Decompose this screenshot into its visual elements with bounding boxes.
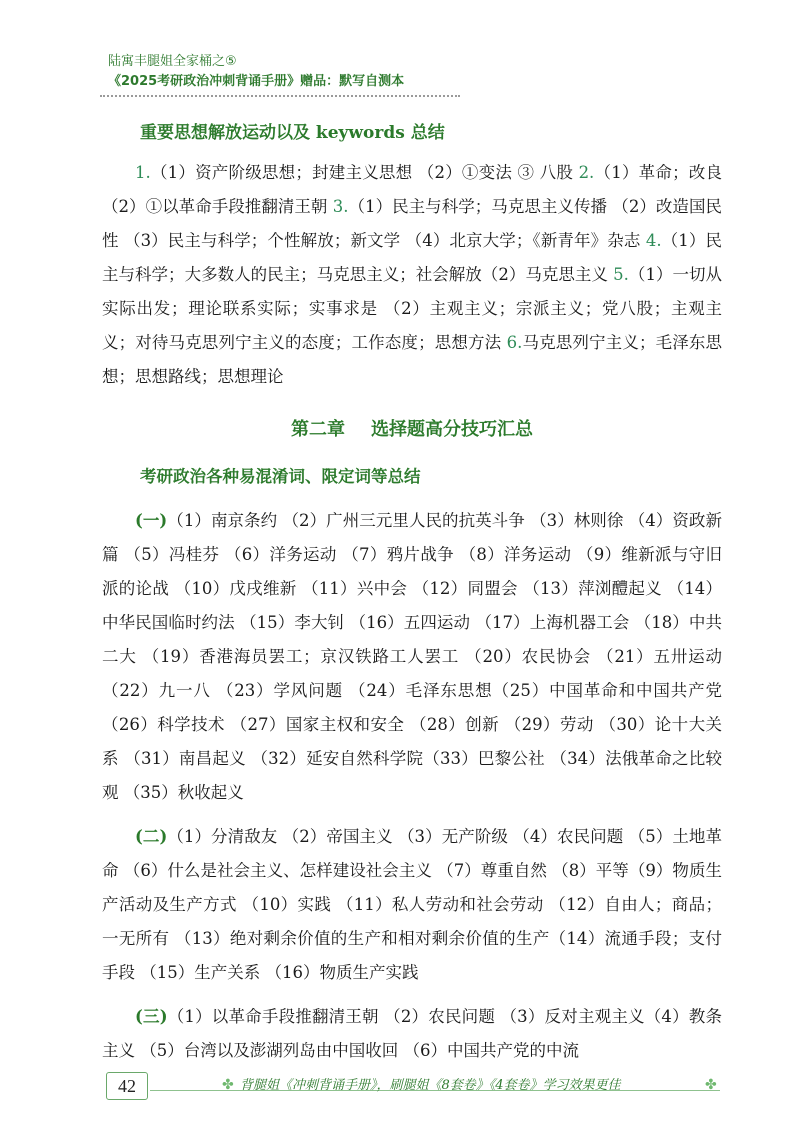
answer-group-3 (102, 1000, 722, 1068)
answer-group-2 (102, 820, 722, 990)
footer-slogan: 背腿姐《冲刺背诵手册》，刷腿姐《8套卷》《4套卷》学习效果更佳 (240, 1078, 621, 1093)
item-text: （1）革命；改良 （2）①以革命手段推翻清王朝 (102, 163, 722, 216)
clover-icon: ✤ (222, 1077, 234, 1093)
group-text: （1）分清敌友 （2）帝国主义 （3）无产阶级 （4）农民问题 （5）土地革命 （6）什么是社会主义、怎样建设社会主义 （7）尊重自然 （8）平等（9）物质生产活动及生产方式 （10）实践 （11）私人劳动和社会劳动 （12）自由人；商品；一无所有 （13）绝对剩余价值的生产和相对剩余价值的生产（14）流通手段；支付手段 （15）生产关系 （16）物质生产实践 (102, 827, 722, 982)
chapter-title: 选择题高分技巧汇总 (371, 419, 533, 440)
page-number: 42 (106, 1072, 148, 1100)
item-number: 5. (613, 265, 629, 284)
group-label: (二) (135, 827, 168, 846)
item-number: 4. (645, 231, 662, 250)
chapter-heading (102, 410, 722, 450)
keywords-answers (102, 156, 722, 394)
answer-group-1 (102, 504, 722, 810)
group-label: (一) (135, 511, 168, 530)
header-divider (100, 95, 460, 97)
section-title-confusables: 考研政治各种易混淆词、限定词等总结 (140, 467, 421, 486)
item-number: 6. (506, 333, 523, 352)
running-header (108, 52, 468, 92)
page-content (102, 104, 722, 1068)
section-title-keywords: 重要思想解放运动以及 keywords 总结 (140, 123, 445, 143)
clover-icon: ✤ (705, 1077, 717, 1093)
item-text: （1）民主与科学；大多数人的民主；马克思主义；社会解放（2）马克思主义 (102, 231, 723, 284)
item-text: 马克思列宁主义；毛泽东思想；思想路线；思想理论 (102, 333, 722, 386)
header-book-title: 《2025考研政治冲刺背诵手册》赠品：默写自测本 (108, 74, 405, 89)
item-number: 2. (578, 163, 595, 182)
item-text: （1）资产阶级思想；封建主义思想 （2）①变法 ③ 八股 (150, 163, 579, 182)
chapter-label: 第二章 (291, 419, 345, 440)
header-series-title: 陆寓丰腿姐全家桶之⑤ (108, 54, 237, 69)
item-number: 1. (135, 163, 151, 182)
group-label: (三) (135, 1007, 168, 1026)
group-text: （1）南京条约 （2）广州三元里人民的抗英斗争 （3）林则徐 （4）资政新篇 （5）冯桂芬 （6）洋务运动 （7）鸦片战争 （8）洋务运动 （9）维新派与守旧派的论战 （10）戊戌维新 （11）兴中会 （12）同盟会 （13）萍浏醴起义 （14）中华民国临时约法 （15）李大钊 （16）五四运动 （17）上海机器工会 （18）中共二大 （19）香港海员罢工；京汉铁路工人罢工 （20）农民协会 （21）五卅运动 （22）九一八 （23）学风问题 （24）毛泽东思想（25）中国革命和中国共产党 （26）科学技术 （27）国家主权和安全 （28）创新 （29）劳动 （30）论十大关系 （31）南昌起义 （32）延安自然科学院（33）巴黎公社 （34）法俄革命之比较观 （35）秋收起义 (102, 511, 722, 802)
item-number: 3. (332, 197, 349, 216)
group-text: （1）以革命手段推翻清王朝 （2）农民问题 （3）反对主观主义（4）教条主义 （5）台湾以及澎湖列岛由中国收回 （6）中国共产党的中流 (102, 1007, 722, 1060)
item-text: （1）民主与科学；马克思主义传播 （2）改造国民性 （3）民主与科学；个性解放；新文学 （4）北京大学；《新青年》杂志 (102, 197, 722, 250)
item-text: （1）一切从实际出发；理论联系实际；实事求是 （2）主观主义；宗派主义；党八股；主观主义；对待马克思列宁主义的态度；工作态度；思想方法 (102, 265, 722, 352)
